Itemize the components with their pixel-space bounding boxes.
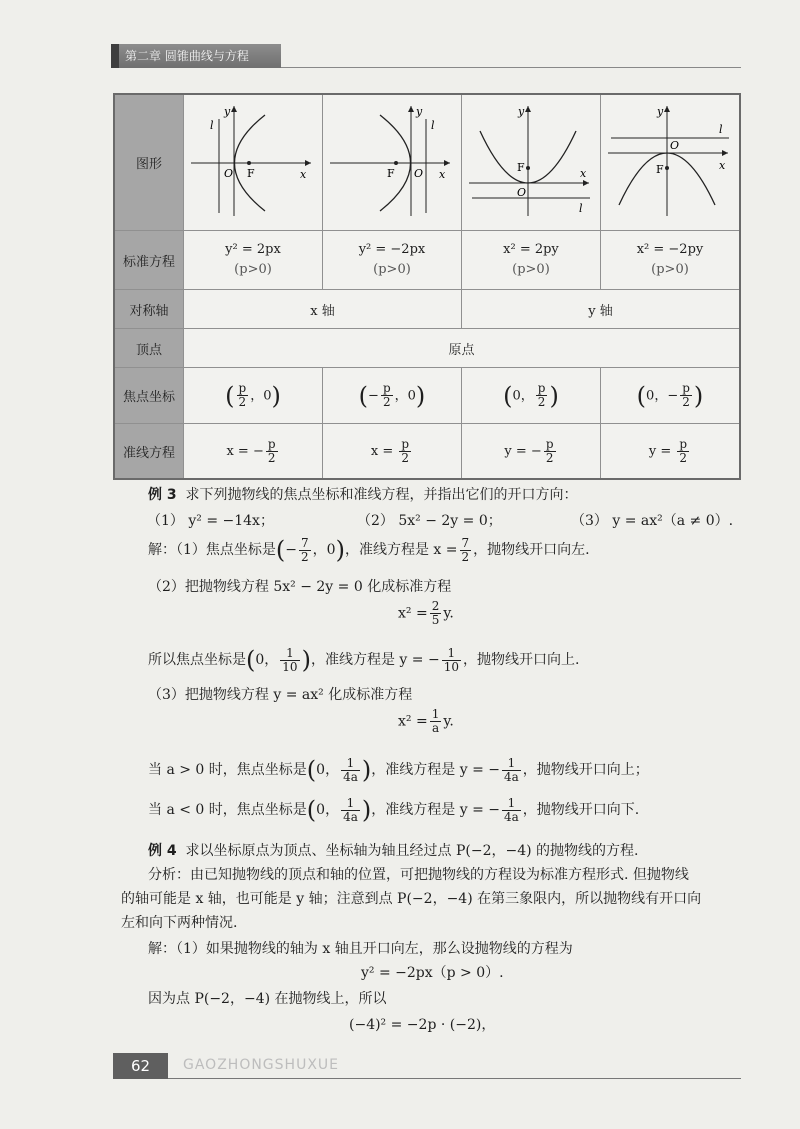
equation-cell-2 [322,231,461,290]
label-focus: F [246,166,255,180]
row-label-figure: 图形 [114,94,184,231]
equation: x² = −2py [636,242,704,257]
label-directrix: l [718,122,723,136]
directrix-cell-1: x = − $\frac{p}{2}$ [184,424,323,480]
equation-cell-1 [184,231,323,290]
chapter-header [111,44,741,70]
header-rule [281,67,741,68]
fraction: $\frac{7}{2}$ [301,535,309,564]
solution-4-equation: y² = −2px（p > 0）. [361,965,504,981]
label-origin: O [413,166,423,180]
chapter-title: 第二章 圆锥曲线与方程 [111,44,281,68]
condition: (p>0) [234,262,272,277]
label-x: x [299,167,307,181]
equation-cell-3 [461,231,600,290]
focus-cell-3: (0， $\frac{p}{2}$ ) [461,368,600,424]
fraction: $\frac{2}{5}$ [431,599,440,627]
fraction: $\frac{7}{2}$ [461,535,470,564]
example-3-item-1: （1） y² = −14x； [147,513,274,529]
label-focus: F [386,166,395,180]
analysis-line-2: 的轴可能是 x 轴，也可能是 y 轴；注意到点 P(−2，−4) 在第三象限内，所以抛物线有开口向 [121,891,702,907]
label-focus: F [655,162,664,176]
label-x: x [718,158,726,172]
solution-3-equation: x² = $\frac{1}{a}$ y. [398,707,454,735]
figure-up-opening [461,94,600,231]
label-focus: F [516,160,525,174]
label-origin: O [669,138,679,152]
page-footer [113,1053,741,1079]
directrix-cell-2: x = $\frac{p}{2}$ [322,424,461,480]
footer-rule [168,1078,741,1079]
fraction: $\frac{p}{2}$ [401,436,410,465]
analysis-line-1: 分析：由已知抛物线的顶点和轴的位置，可把抛物线的方程设为标准方程形式. 但抛物线 [148,867,689,883]
label-y: y [517,104,525,118]
label-origin: O [223,166,234,180]
figure-left-opening [322,94,461,231]
label-y: y [415,104,423,118]
example-4-heading: 例 4 求以坐标原点为顶点、坐标轴为轴且经过点 P(−2，−4) 的抛物线的方程. [148,843,639,859]
fraction: $\frac{1}{4a}$ [343,755,358,784]
condition: (p>0) [651,262,689,277]
fraction: $\frac{p}{2}$ [537,381,546,409]
directrix-cell-4: y = $\frac{p}{2}$ [600,424,740,480]
row-label-vertex: 顶点 [114,329,184,368]
solution-3-case-positive: 当 a > 0 时，焦点坐标是(0， $\frac{1}{4a}$ )，准线方程是 y = − $\frac{1}{4a}$ ，抛物线开口向上； [148,755,649,784]
row-label-equation: 标准方程 [114,231,184,290]
analysis-line-3: 左和向下两种情况. [121,915,238,931]
solution-2-result: 所以焦点坐标是(0， $\frac{1}{10}$ )，准线方程是 y = − $\frac{1}{10}$ ，抛物线开口向上. [148,645,580,674]
directrix-cell-3: y = − $\frac{p}{2}$ [461,424,600,480]
axis-y: y 轴 [461,290,740,329]
example-3-item-2: （2） 5x² − 2y = 0； [357,513,502,529]
fraction: $\frac{1}{4a}$ [343,795,358,824]
solution-2-equation: x² = $\frac{2}{5}$ y. [398,599,454,627]
fraction: $\frac{1}{4a}$ [504,755,519,784]
label-x: x [438,167,446,181]
label-directrix: l [430,118,435,132]
example-3-item-3: （3） y = ax²（a ≠ 0）. [571,513,734,529]
footer-watermark: GAOZHONGSHUXUE [183,1057,340,1073]
fraction: $\frac{1}{4a}$ [504,795,519,824]
parabola-graph-2 [325,101,459,221]
equation-cell-4 [600,231,740,290]
fraction: $\frac{1}{10}$ [443,645,459,674]
fraction: $\frac{p}{2}$ [545,436,554,465]
label-directrix: l [209,118,214,132]
label-y: y [656,104,664,118]
condition: (p>0) [373,262,411,277]
parabola-graph-1 [186,101,320,221]
equation: y² = −2px [358,242,426,257]
focus-cell-4: (0，− $\frac{p}{2}$ ) [600,368,740,424]
axis-x: x 轴 [184,290,462,329]
example-3-heading: 例 3 求下列抛物线的焦点坐标和准线方程，并指出它们的开口方向： [148,487,578,503]
figure-down-opening [600,94,740,231]
fraction: $\frac{p}{2}$ [679,436,688,465]
header-bar [111,44,119,68]
label-y: y [223,104,231,118]
solution-2-intro: （2）把抛物线方程 5x² − 2y = 0 化成标准方程 [148,579,452,595]
solution-4-intro: 解：（1）如果抛物线的轴为 x 轴且开口向左，那么设抛物线的方程为 [148,941,573,957]
focus-cell-2: (− $\frac{p}{2}$ ，0) [322,368,461,424]
label-origin: O [516,185,526,199]
equation: y² = 2px [225,242,281,257]
row-label-axis: 对称轴 [114,290,184,329]
focus-cell-1: ( $\frac{p}{2}$ ，0) [184,368,323,424]
solution-3-intro: （3）把抛物线方程 y = ax² 化成标准方程 [148,687,413,703]
parabola-graph-3 [464,101,598,221]
label-directrix: l [578,201,583,215]
fraction: $\frac{p}{2}$ [682,381,690,409]
row-label-focus: 焦点坐标 [114,368,184,424]
solution-4-point: 因为点 P(−2，−4) 在抛物线上，所以 [148,991,387,1007]
label-x: x [579,166,587,180]
fraction: $\frac{p}{2}$ [382,381,391,409]
equation: x² = 2py [503,242,559,257]
fraction: $\frac{1}{a}$ [431,707,440,735]
vertex-value: 原点 [184,329,741,368]
fraction: $\frac{1}{10}$ [282,645,298,674]
row-label-directrix: 准线方程 [114,424,184,480]
solution-1: 解：（1）焦点坐标是(− $\frac{7}{2}$ ，0)，准线方程是 x = $\frac{7}{2}$ ，抛物线开口向左. [148,535,590,564]
condition: (p>0) [512,262,550,277]
parabola-graph-4 [603,101,737,221]
fraction: $\frac{p}{2}$ [267,436,276,465]
parabola-properties-table [113,93,741,480]
figure-right-opening [184,94,323,231]
page-number: 62 [113,1053,168,1079]
fraction: $\frac{p}{2}$ [238,381,247,409]
solution-4-substitution: (−4)² = −2p · (−2)， [349,1017,496,1033]
solution-3-case-negative: 当 a < 0 时，焦点坐标是(0， $\frac{1}{4a}$ )，准线方程是 y = − $\frac{1}{4a}$ ，抛物线开口向下. [148,795,640,824]
